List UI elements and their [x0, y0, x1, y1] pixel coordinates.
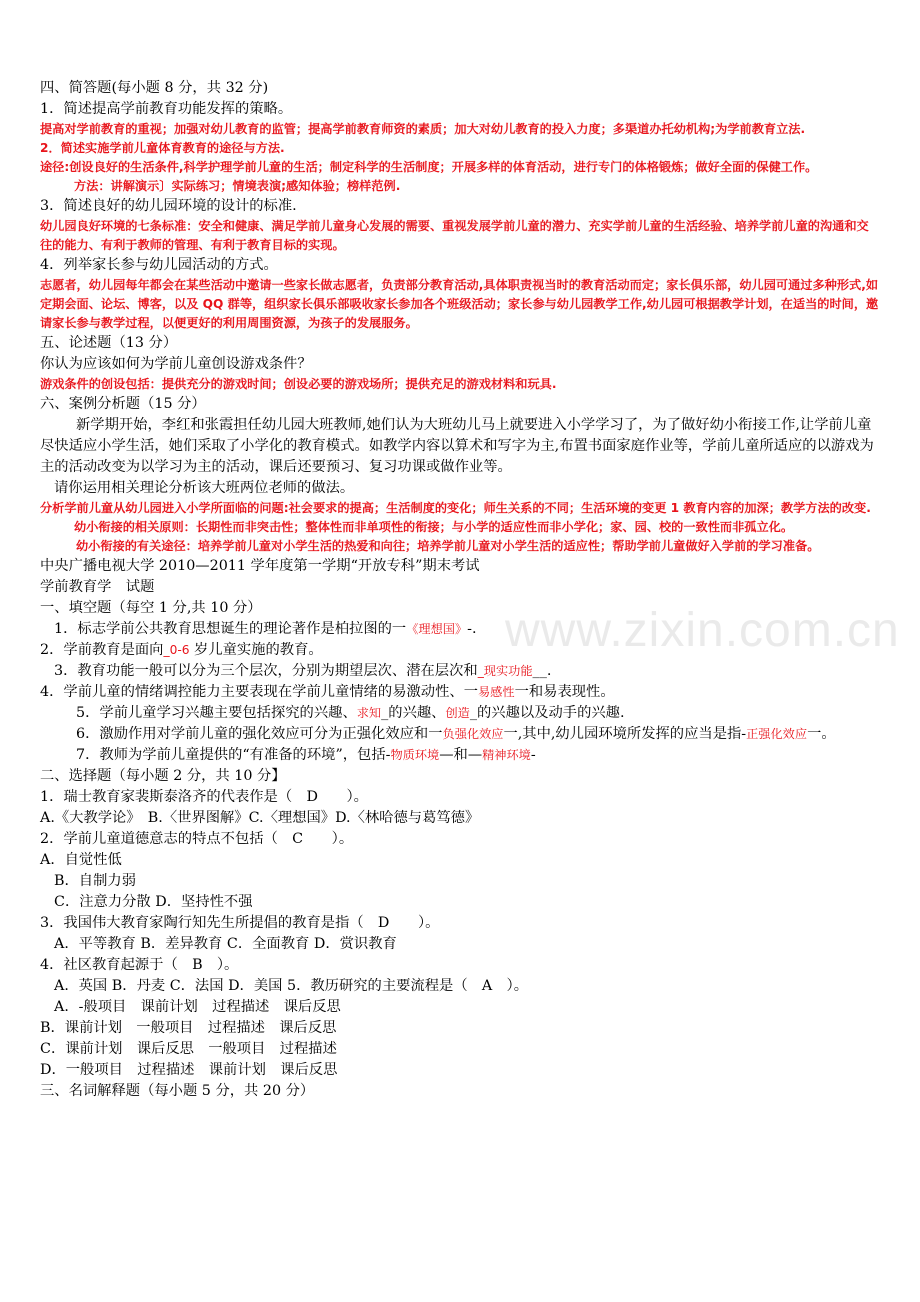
question-text: -. [467, 621, 477, 637]
document-line: 你认为应该如何为学前儿童创设游戏条件？ [40, 356, 312, 372]
answer-text: _现实功能 [477, 664, 533, 678]
document-line: 4．社区教育起源于（ B ）。 [40, 957, 239, 973]
document-line [40, 703, 880, 724]
document-line: A．英国 B．丹麦 C．法国 D．美国 5．教历研究的主要流程是（ A ）。 [54, 978, 528, 994]
answer-text: 求知 [356, 706, 382, 720]
document-line: 一、填空题（每空 1 分,共 10 分） [40, 600, 262, 616]
question-text: 一。 [807, 726, 836, 742]
watermark: www.zixin.com.cn [505, 604, 900, 657]
answer-text: 正强化效应 [746, 727, 808, 741]
document-line: 四、简答题(每小题 8 分，共 32 分) [40, 80, 269, 96]
document-line: A．-般项目 课前计划 过程描述 课后反思 [54, 999, 341, 1015]
document-line: 六、案例分析题（15 分） [40, 396, 206, 412]
question-text: 7．教师为学前儿童提供的“有准备的环境”，包括- [76, 747, 391, 763]
document-line: 4．列举家长参与幼儿园活动的方式。 [40, 257, 278, 273]
document-line: 分析学前儿童从幼儿园进入小学所面临的问题:社会要求的提高；生活制度的变化；师生关系的不同；生活环境的变更 1 教育内容的加深；教学方法的改变. [40, 501, 871, 515]
document-line: C．注意力分散 D．坚持性不强 [54, 894, 253, 910]
answer-text: 负强化效应 [442, 727, 504, 741]
document-line: C．课前计划 课后反思 一般项目 过程描述 [40, 1041, 337, 1057]
answer-text: _0-6 [163, 643, 190, 657]
document-line: A.《大教学论》 B.〈世界图解》C.〈理想国》D.〈林哈德与葛笃德》 [40, 810, 480, 826]
question-text: 一和易表现性。 [514, 684, 615, 700]
document-line: 1．简述提高学前教育功能发挥的策略。 [40, 101, 293, 117]
question-text: 1．标志学前公共教育思想诞生的理论著作是柏拉图的一 [54, 621, 407, 637]
document-line: 方法：讲解演示〕实际练习；情境表演;感知体验；榜样范例. [74, 179, 401, 193]
document-line: 途径:创设良好的生活条件,科学护理学前儿童的生活；制定科学的生活制度；开展多样的体育活动，进行专门的体格锻炼；做好全面的保健工作。 [40, 160, 818, 174]
answer-text: 精神环境 [482, 748, 531, 762]
document-line: B．自制力弱 [54, 873, 136, 889]
question-text: 4．学前儿童的情绪调控能力主要表现在学前儿童情绪的易激动性、一 [40, 684, 478, 700]
document-line: 二、选择题（每小题 2 分，共 10 分】 [40, 768, 286, 784]
document-page [40, 78, 880, 1102]
document-line: A．自觉性低 [40, 852, 122, 868]
question-text: 3．教育功能一般可以分为三个层次，分别为期望层次、潜在层次和 [54, 663, 478, 679]
document-line [40, 661, 880, 682]
question-text: 5．学前儿童学习兴趣主要包括探究的兴趣、 [76, 705, 357, 721]
document-line: 2．简述实施学前儿童体育教育的途径与方法. [40, 141, 285, 155]
question-text: _的兴趣、 [381, 705, 446, 721]
document-line [40, 724, 880, 745]
document-line: 提高对学前教育的重视；加强对幼儿教育的监管；提高学前教育师资的素质；加大对幼儿教育的投入力度；多渠道办托幼机构;为学前教育立法. [40, 122, 806, 136]
question-text: __. [532, 663, 552, 679]
answer-text: 《理想国》 [406, 622, 468, 636]
document-line: 3．我国伟大教育家陶行知先生所提倡的教育是指（ D ）。 [40, 915, 440, 931]
document-line: 游戏条件的创设包括：提供充分的游戏时间；创设必要的游戏场所；提供充足的游戏材料和玩具. [40, 377, 557, 391]
document-line: 志愿者，幼儿园每年都会在某些活动中邀请一些家长做志愿者，负责部分教育活动,具体职责视当时的教育活动而定；家长俱乐部，幼儿园可通过多种形式,如定期会面、论坛、博客，以及 QQ 群等，组织家长俱乐部吸收家长参加各个班级活动；家长参与幼儿园教学工作,幼儿园可根据教学计划，在适当的时间，邀请家长参与教学过程，以便更好的利用周围资源，为孩子的发展服务。 [40, 278, 879, 330]
document-line: 三、名词解释题（每小题 5 分，共 20 分） [40, 1083, 315, 1099]
answer-text: 物质环境 [390, 748, 440, 762]
document-line: 幼儿园良好环境的七条标准：安全和健康、满足学前儿童身心发展的需要、重视发展学前儿童的潜力、充实学前儿童的生活经验、培养学前儿童的沟通和交往的能力、有利于教师的管理、有利于教育目标的实现。 [40, 219, 869, 252]
answer-text: 易感性 [478, 685, 515, 699]
question-text: —和— [439, 747, 483, 763]
document-line: 2．学前儿童道德意志的特点不包括（ C ）。 [40, 831, 354, 847]
document-line: 1．瑞士教育家裴斯泰洛齐的代表作是（ D ）。 [40, 789, 368, 805]
document-line: 学前教育学 试题 [40, 579, 155, 595]
document-line: 新学期开始，李红和张霞担任幼儿园大班教师,她们认为大班幼儿马上就要进入小学学习了，为了做好幼小衔接工作,让学前儿童尽快适应小学生活，她们采取了小学化的教育模式。如教学内容以算术和写字为主,布置书面家庭作业等，学前儿童所适应的以游戏为主的活动改变为以学习为主的活动，课后还要预习、复习功课或做作业等。 [40, 417, 874, 475]
document-line: 3．简述良好的幼儿园环境的设计的标准. [40, 198, 297, 214]
question-text: _的兴趣以及动手的兴趣. [469, 705, 625, 721]
document-line: 五、论述题（13 分） [40, 335, 178, 351]
document-line: D．一般项目 过程描述 课前计划 课后反思 [40, 1062, 338, 1078]
answer-text: 创造 [445, 706, 470, 720]
document-line: 幼小衔接的相关原则：长期性而非突击性；整体性而非单项性的衔接；与小学的适应性而非小学化；家、园、校的一致性而非孤立化。 [74, 520, 794, 534]
document-line [40, 682, 880, 703]
question-text: 岁儿童实施的教育。 [189, 642, 323, 658]
document-line: A．平等教育 B．差异教育 C．全面教育 D．赏识教育 [54, 936, 397, 952]
document-line: 幼小衔接的有关途径：培养学前儿童对小学生活的热爱和向往；培养学前儿童对小学生活的适应性；帮助学前儿童做好入学前的学习准备。 [76, 539, 820, 553]
document-line [40, 745, 880, 766]
question-text: 2．学前教育是面向 [40, 642, 164, 658]
question-text: 6．激励作用对学前儿童的强化效应可分为正强化效应和一 [76, 726, 443, 742]
document-line: B．课前计划 一般项目 过程描述 课后反思 [40, 1020, 337, 1036]
question-text: 一,其中,幼儿园环境所发挥的应当是指- [503, 726, 747, 742]
document-line: 请你运用相关理论分析该大班两位老师的做法。 [54, 480, 355, 496]
document-line: 中央广播电视大学 2010—2011 学年度第一学期“开放专科”期末考试 [40, 558, 480, 574]
question-text: - [530, 747, 536, 763]
